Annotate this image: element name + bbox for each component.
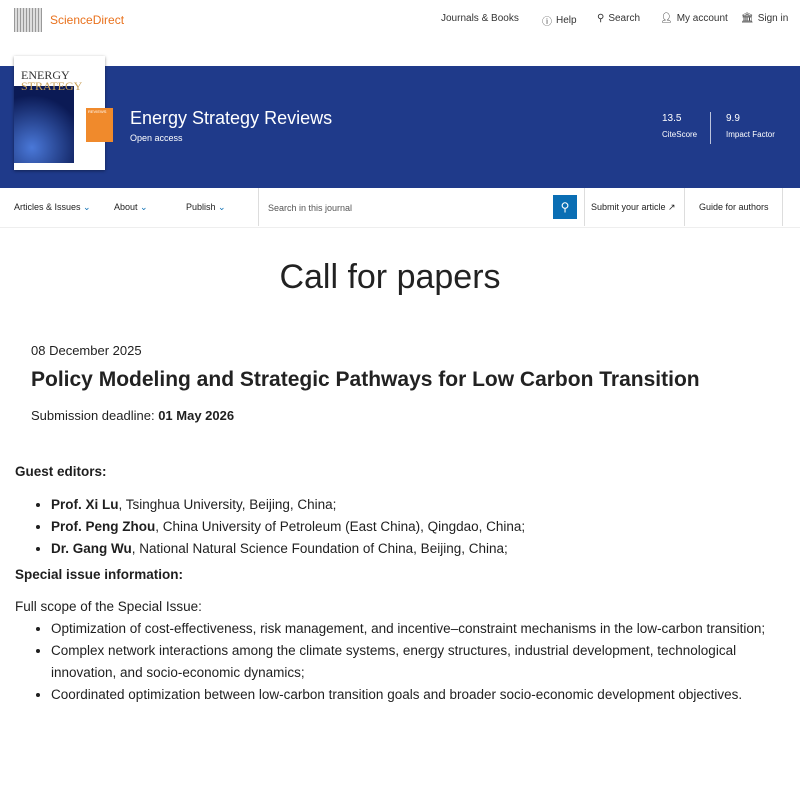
cover-line1: ENERGY <box>21 68 70 82</box>
citescore[interactable] <box>662 113 697 139</box>
label: My account <box>676 13 728 24</box>
journal-search-input[interactable]: Search in this journal <box>258 188 578 226</box>
chevron-down-icon: ⌄ <box>83 202 91 212</box>
list-item <box>51 516 775 538</box>
impact-value: 9.9 <box>726 113 740 124</box>
cover-line2: STRATEGY <box>21 79 83 93</box>
editor-name: Prof. Peng Zhou <box>51 519 156 534</box>
journal-title[interactable]: Energy Strategy Reviews <box>130 108 333 128</box>
help-link[interactable] <box>542 13 577 28</box>
journal-cover[interactable] <box>14 56 105 170</box>
deadline-date: 01 May 2026 <box>158 408 235 423</box>
label: About <box>114 202 138 212</box>
label: Articles & Issues <box>14 202 81 212</box>
editor-name: Dr. Gang Wu <box>51 541 132 556</box>
label: Sign in <box>757 13 789 24</box>
editor-list <box>51 494 775 560</box>
guest-editors-heading: Guest editors: <box>15 464 107 479</box>
journals-books-link[interactable] <box>441 13 519 24</box>
citescore-label: CiteScore <box>662 130 698 139</box>
list-item: • Optimization of cost-effectiveness, risk management, and incentive–constraint mechanisms in the low-carbon transition; <box>51 618 775 640</box>
impact-label: Impact Factor <box>726 130 775 139</box>
citescore-value: 13.5 <box>662 113 682 124</box>
articles-issues-menu[interactable] <box>14 202 91 213</box>
institution-icon: 🏛︎ <box>741 13 754 24</box>
cover-title <box>21 70 82 92</box>
cover-tag: REVIEWS <box>88 109 107 114</box>
chevron-down-icon: ⌄ <box>218 202 226 212</box>
publish-menu[interactable] <box>186 202 226 213</box>
divider <box>710 112 711 144</box>
special-issue-heading: Special issue information: <box>15 567 184 582</box>
impact-factor[interactable] <box>726 113 775 139</box>
search-icon: ⚲ <box>560 200 570 214</box>
editor-affiliation: , China University of Petroleum (East China), Qingdao, China; <box>155 519 526 534</box>
divider <box>584 188 585 226</box>
about-menu[interactable] <box>114 202 148 213</box>
search-button[interactable] <box>553 195 577 219</box>
chevron-down-icon: ⌄ <box>140 202 148 212</box>
label: Search <box>608 13 641 24</box>
list-item: • Complex network interactions among the climate systems, energy structures, industrial development, technological innovation, and socio-economic dynamics; <box>51 640 775 684</box>
search-link[interactable] <box>597 13 640 24</box>
list-item <box>51 494 775 516</box>
scope-label: Full scope of the Special Issue: <box>15 599 202 614</box>
sign-in-link[interactable] <box>741 13 788 24</box>
sciencedirect-logo[interactable]: ScienceDirect <box>50 13 125 27</box>
deadline-label: Submission deadline: <box>31 408 155 423</box>
elsevier-logo-icon[interactable] <box>14 8 42 32</box>
submission-deadline <box>31 408 234 423</box>
label: Publish <box>186 202 216 212</box>
guide-for-authors-link[interactable]: Guide for authors <box>699 202 769 212</box>
call-body <box>15 461 775 706</box>
page-heading: Call for papers <box>279 258 501 296</box>
submit-article-link[interactable]: Submit your article ↗ <box>591 202 676 212</box>
help-icon: ⓘ <box>542 17 552 28</box>
editor-affiliation: , National Natural Science Foundation of China, Beijing, China; <box>131 541 508 556</box>
editor-name: Prof. Xi Lu <box>51 497 119 512</box>
label: Help <box>556 15 577 26</box>
journal-nav <box>0 188 800 228</box>
label: Journals & Books <box>441 13 519 24</box>
open-access-label: Open access <box>130 133 183 143</box>
search-icon: ⚲ <box>597 13 605 24</box>
list-item <box>51 538 775 560</box>
my-account-link[interactable] <box>660 13 728 24</box>
editor-affiliation: , Tsinghua University, Beijing, China; <box>118 497 337 512</box>
user-icon: 👤︎ <box>660 13 673 24</box>
post-date: 08 December 2025 <box>31 343 142 358</box>
list-item: • Coordinated optimization between low-carbon transition goals and broader socio-economic development objectives. <box>51 684 775 706</box>
scope-list <box>51 618 775 706</box>
divider <box>684 188 685 226</box>
divider <box>782 188 783 226</box>
cover-image <box>14 86 74 163</box>
call-title: Policy Modeling and Strategic Pathways for Low Carbon Transition <box>31 368 700 391</box>
top-bar <box>0 0 800 66</box>
